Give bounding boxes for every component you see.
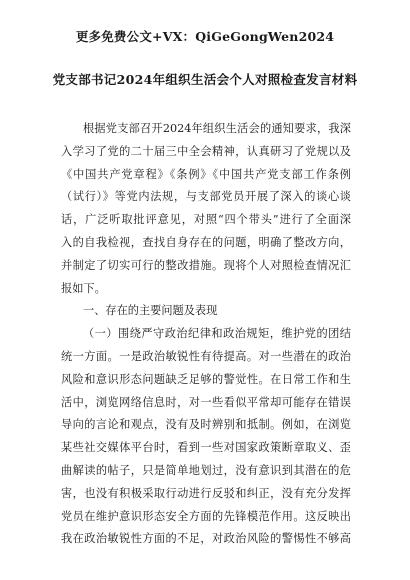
paragraph-line: 我在政治敏锐性方面的不足，对政治风险的警惕性不够高 [61, 532, 351, 546]
paragraph-line: （一）围绕严守政治纪律和政治规矩，维护党的团结 [83, 327, 351, 341]
paragraph-line: 活中，浏览网络信息时，对一些看似平常却可能存在错误 [61, 395, 351, 409]
paragraph-line: 曲解读的帖子，只是简单地划过，没有意识到其潜在的危 [61, 463, 351, 477]
paragraph-line: 报如下。 [61, 281, 106, 295]
document-body [61, 118, 351, 551]
paragraph-line: 某些社交媒体平台时，看到一些对国家政策断章取义、歪 [61, 441, 351, 455]
paragraph-line: （试行）》等党内法规，与支部党员开展了深入的谈心谈 [61, 190, 351, 204]
paragraph-line: 风险和意识形态问题缺乏足够的警觉性。在日常工作和生 [61, 372, 351, 386]
paragraph-line: 统一方面。一是政治敏锐性有待提高。对一些潜在的政治 [61, 349, 351, 363]
paragraph-line: 并制定了切实可行的整改措施。现将个人对照检查情况汇 [61, 258, 351, 272]
paragraph-line: 党员在维护意识形态安全方面的先锋模范作用。这反映出 [61, 509, 351, 523]
paragraph-line: 《中国共产党章程》《条例》《中国共产党支部工作条例 [61, 167, 351, 181]
paragraph-line: 入学习了党的二十届三中全会精神，认真研习了党规以及 [61, 144, 351, 158]
section-heading: 一、存在的主要问题及表现 [83, 304, 218, 318]
paragraph-line: 入的自我检视，查找自身存在的问题，明确了整改方向， [61, 235, 351, 249]
paragraph-line: 导向的言论和观点，没有及时辨别和抵制。例如，在浏览 [61, 418, 351, 432]
watermark-header: 更多免费公文+VX：QiGeGongWen2024 [75, 29, 335, 44]
paragraph-line: 话，广泛听取批评意见，对照“四个带头”进行了全面深 [61, 213, 351, 227]
paragraph-line: 害，也没有积极采取行动进行反驳和纠正，没有充分发挥 [61, 486, 351, 500]
paragraph-line: 根据党支部召开2024年组织生活会的通知要求，我深 [83, 122, 351, 135]
document-title: 党支部书记2024年组织生活会个人对照检查发言材料 [52, 72, 358, 87]
